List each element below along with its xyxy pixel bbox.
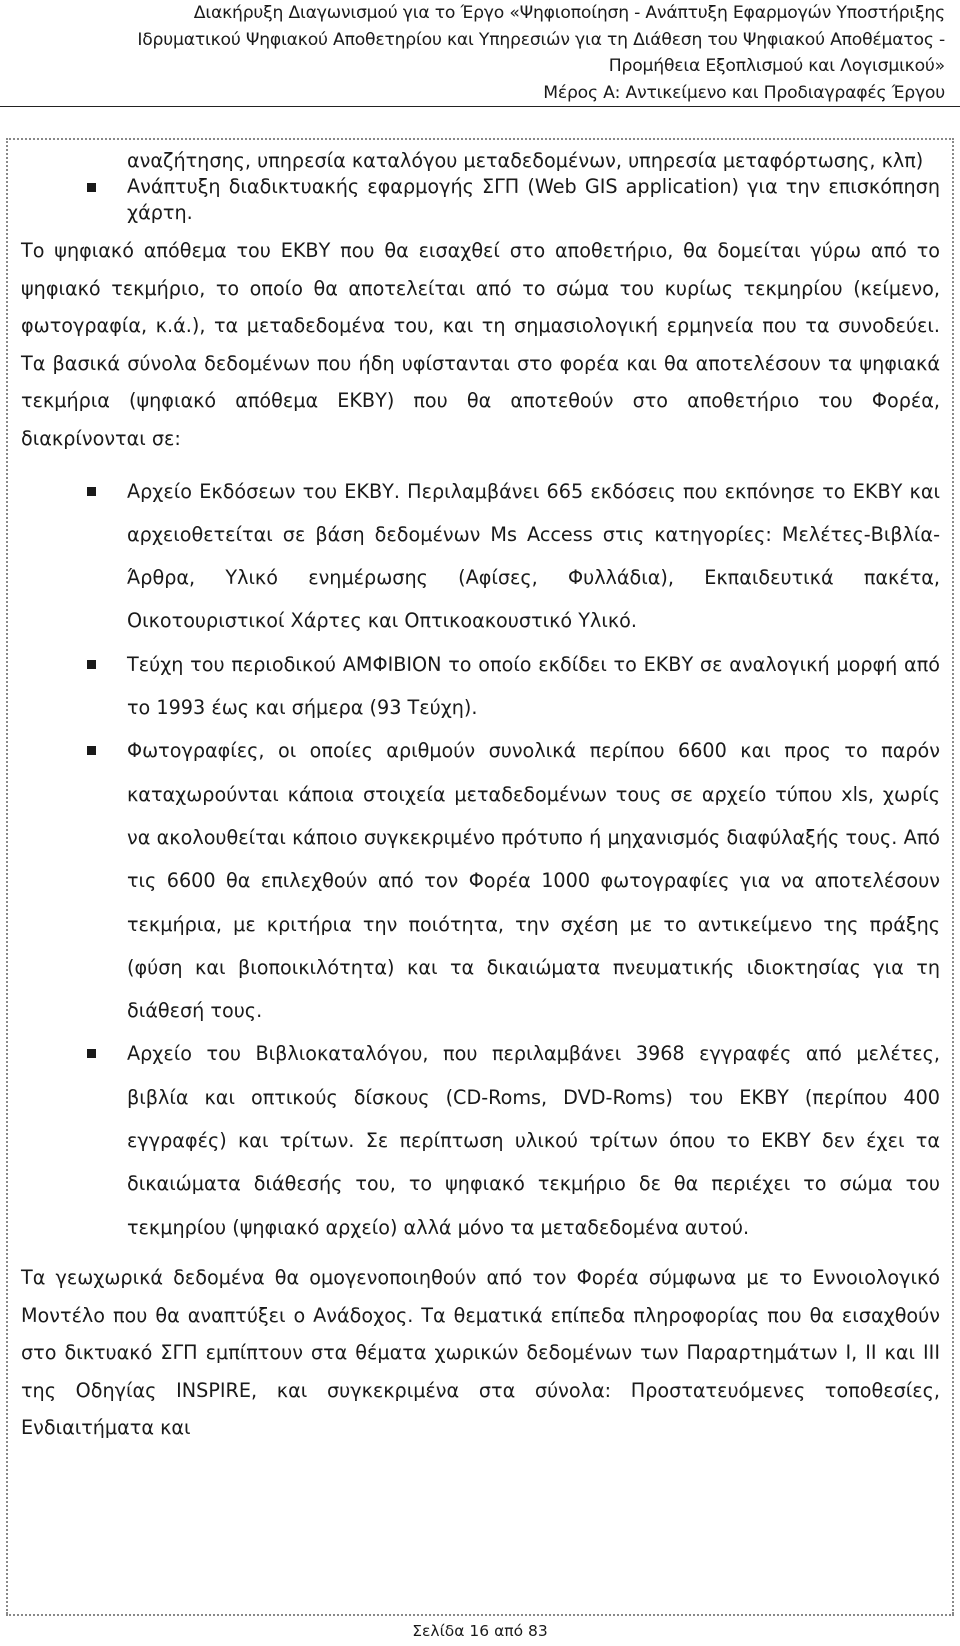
list-item xyxy=(21,1032,940,1248)
square-bullet-icon xyxy=(87,1049,96,1058)
list-item xyxy=(21,148,940,174)
continued-bullet-list xyxy=(21,148,940,226)
square-bullet-icon xyxy=(87,746,96,755)
dataset-bullet-list xyxy=(21,470,940,1249)
list-item-text: Αρχείο του Βιβλιοκαταλόγου, που περιλαμβάνει 3968 εγγραφές από μελέτες, βιβλία και οπτικούς δίσκους (CD-Roms, DVD-Roms) του ΕΚΒΥ (περίπου 400 εγγραφές) και τρίτων. Σε περίπτωση υλικού τρίτων όπου το ΕΚΒΥ δεν έχει τα δικαιώματα διάθεσής του, το ψηφιακό τεκμήριο δε θα περιέχει το σώμα του τεκμηρίου (ψηφιακό αρχείο) αλλά μόνο τα μεταδεδομένα αυτού. xyxy=(127,1042,940,1239)
list-item xyxy=(21,470,940,643)
header-line-4: Μέρος Α: Αντικείμενο και Προδιαγραφές Έργου xyxy=(543,82,945,103)
paragraph: Το ψηφιακό απόθεμα του ΕΚΒΥ που θα εισαχθεί στο αποθετήριο, θα δομείται γύρω από το ψηφιακό τεκμήριο, το οποίο θα αποτελείται από το σώμα του κυρίως τεκμηρίου (κείμενο, φωτογραφία, κ.ά.), τα μεταδεδομένα του, και τη σημασιολογική ερμηνεία που τα συνοδεύει. Τα βασικά σύνολα δεδομένων που ήδη υφίστανται στο φορέα και θα αποτελέσουν τα ψηφιακά τεκμήρια (ψηφιακό απόθεμα ΕΚΒΥ) που θα αποτεθούν στο αποθετήριο του Φορέα, διακρίνονται σε: xyxy=(21,239,940,450)
list-item-text: Αρχείο Εκδόσεων του ΕΚΒΥ. Περιλαμβάνει 665 εκδόσεις που εκπόνησε το ΕΚΒΥ και αρχειοθετείται σε βάση δεδομένων Ms Access στις κατηγορίες: Μελέτες-Βιβλία-Άρθρα, Υλικό ενημέρωσης (Αφίσες, Φυλλάδια), Εκπαιδευτικά πακέτα, Οικοτουριστικοί Χάρτες και Οπτικοακουστικό Υλικό. xyxy=(127,479,940,633)
document-body xyxy=(21,148,940,1447)
page-number: Σελίδα 16 από 83 xyxy=(412,1622,548,1640)
list-item-text: Φωτογραφίες, οι οποίες αριθμούν συνολικά περίπου 6600 και προς το παρόν καταχωρούνται κάποια στοιχεία μεταδεδομένων τους σε αρχείο τύπου xls, χωρίς να ακολουθείται κάποιο συγκεκριμένο πρότυπο ή μηχανισμός διαφύλαξής τους. Από τις 6600 θα επιλεχθούν από τον Φορέα 1000 φωτογραφίες για να αποτελέσουν τεκμήρια, με κριτήρια την ποιότητα, την σχέση με το αντικείμενο της πράξης (φύση και βιοποικιλότητα) και τα δικαιώματα πνευματικής ιδιοκτησίας για τη διάθεσή τους. xyxy=(127,739,940,1023)
header-line-1: Διακήρυξη Διαγωνισμού για το Έργο «Ψηφιοποίηση - Ανάπτυξη Εφαρμογών Υποστήριξης xyxy=(193,3,945,23)
page-frame-left xyxy=(6,138,8,1614)
list-item xyxy=(21,174,940,226)
paragraph: Τα γεωχωρικά δεδομένα θα ομογενοποιηθούν από τον Φορέα σύμφωνα με το Εννοιολογικό Μοντέλο που θα αναπτύξει ο Ανάδοχος. Τα θεματικά επίπεδα πληροφορίας που θα εισαχθούν στο δικτυακό ΣΓΠ εμπίπτουν στα θέματα χωρικών δεδομένων των Παραρτημάτων Ι, ΙΙ και ΙΙΙ της Οδηγίας INSPIRE, και συγκεκριμένα στα σύνολα: Προστατευόμενες τοποθεσίες, Ενδιαιτήματα και xyxy=(21,1265,940,1440)
page-frame-right xyxy=(952,138,954,1614)
header-line-3: Προμήθεια Εξοπλισμού και Λογισμικού» xyxy=(608,56,945,76)
page-frame-bottom xyxy=(6,1614,954,1616)
header-divider xyxy=(0,106,960,107)
list-item-text: Τεύχη του περιοδικού ΑΜΦΙΒΙΟΝ το οποίο εκδίδει το ΕΚΒΥ σε αναλογική μορφή από το 1993 έως και σήμερα (93 Τεύχη). xyxy=(127,652,940,720)
list-item xyxy=(21,729,940,1032)
square-bullet-icon xyxy=(87,660,96,669)
square-bullet-icon xyxy=(87,183,96,192)
page-frame-top xyxy=(6,138,954,140)
header-line-2: Ιδρυματικού Ψηφιακού Αποθετηρίου και Υπηρεσιών για τη Διάθεση του Ψηφιακού Αποθέματος - xyxy=(137,29,945,50)
list-item xyxy=(21,643,940,730)
page-header xyxy=(0,0,945,106)
list-item-text: Ανάπτυξη διαδικτυακής εφαρμογής ΣΓΠ (Web GIS application) για την επισκόπηση χάρτη. xyxy=(127,175,940,224)
list-item-text: αναζήτησης, υπηρεσία καταλόγου μεταδεδομένων, υπηρεσία μεταφόρτωσης, κλπ) xyxy=(127,149,924,172)
square-bullet-icon xyxy=(87,487,96,496)
